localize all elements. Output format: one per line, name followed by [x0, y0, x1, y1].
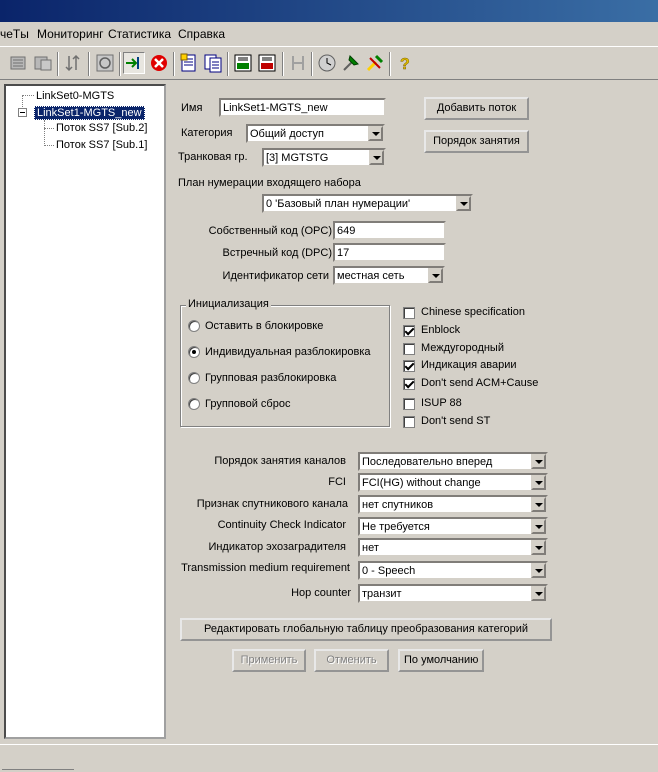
chevron-down-icon[interactable] — [456, 196, 471, 211]
continuity-select[interactable] — [358, 517, 548, 536]
fci-select[interactable] — [358, 473, 548, 492]
radio-group-reset[interactable] — [188, 398, 200, 410]
check-alarm-indication-label[interactable]: Индикация аварии — [421, 359, 517, 371]
radio-group-unblock-label[interactable]: Групповая разблокировка — [205, 372, 337, 384]
menu-item-reports[interactable]: чеTы — [0, 27, 29, 41]
category-value: Общий доступ — [250, 128, 324, 140]
radio-keep-blocked[interactable] — [188, 320, 200, 332]
param-label-hop-counter: Hop counter — [291, 587, 351, 599]
echo-value: нет — [362, 542, 379, 554]
param-label-continuity: Continuity Check Indicator — [217, 519, 346, 531]
check-enblock[interactable] — [403, 325, 415, 337]
window-titlebar — [0, 0, 658, 22]
check-long-distance-label[interactable]: Междугородный — [421, 342, 504, 354]
param-label-satellite: Признак спутникового канала — [196, 498, 348, 510]
cancel-button[interactable]: Отменить — [314, 649, 389, 672]
documents-icon[interactable] — [202, 52, 224, 74]
seize-order-button[interactable]: Порядок занятия — [424, 130, 529, 153]
chevron-down-icon[interactable] — [531, 586, 546, 601]
check-no-send-st[interactable] — [403, 416, 415, 428]
pin-icon[interactable] — [340, 52, 362, 74]
apply-button[interactable]: Применить — [232, 649, 306, 672]
check-no-acm-cause-label[interactable]: Don't send ACM+Cause — [421, 377, 539, 389]
help-icon[interactable] — [394, 52, 416, 74]
check-no-acm-cause[interactable] — [403, 378, 415, 390]
toolbar — [0, 46, 658, 80]
numplan-select[interactable] — [262, 194, 473, 213]
satellite-value: нет спутников — [362, 499, 434, 511]
document-icon[interactable] — [178, 52, 200, 74]
check-isup88[interactable] — [403, 398, 415, 410]
numplan-value: 0 'Базовый план нумерации' — [266, 198, 411, 210]
param-label-transmission: Transmission medium requirement — [181, 562, 350, 574]
opc-input[interactable]: 649 — [333, 221, 446, 240]
trunk-value: [3] MGTSTG — [266, 152, 329, 164]
chevron-down-icon[interactable] — [531, 540, 546, 555]
connect-icon[interactable] — [123, 52, 145, 74]
chevron-down-icon[interactable] — [368, 126, 383, 141]
check-isup88-label[interactable]: ISUP 88 — [421, 397, 462, 409]
menu-item-monitoring[interactable]: Мониторинг — [37, 27, 104, 41]
stop-icon[interactable] — [148, 52, 170, 74]
sort-icon[interactable] — [62, 52, 84, 74]
network-icon[interactable] — [287, 52, 309, 74]
echo-select[interactable] — [358, 538, 548, 557]
tree-collapse-icon[interactable] — [18, 108, 27, 117]
check-long-distance[interactable] — [403, 343, 415, 355]
category-label: Категория — [181, 127, 233, 139]
trunk-select[interactable] — [262, 148, 386, 167]
init-group-title: Инициализация — [188, 298, 269, 310]
check-chinese-spec-label[interactable]: Chinese specification — [421, 306, 525, 318]
param-label-fci: FCI — [328, 476, 346, 488]
copy-grid-icon[interactable] — [32, 52, 54, 74]
param-label-echo: Индикатор эхозаградителя — [208, 541, 346, 553]
chevron-down-icon[interactable] — [531, 497, 546, 512]
tree-item-stream-sub1[interactable]: Поток SS7 [Sub.1] — [56, 139, 148, 151]
channel-order-value: Последовательно вперед — [362, 456, 493, 468]
check-enblock-label[interactable]: Enblock — [421, 324, 461, 336]
edit-category-table-button[interactable]: Редактировать глобальную таблицу преобразования категорий — [180, 618, 552, 641]
chevron-down-icon[interactable] — [531, 475, 546, 490]
radio-keep-blocked-label[interactable]: Оставить в блокировке — [205, 320, 324, 332]
status-bar — [0, 744, 658, 771]
hop-counter-value: транзит — [362, 588, 402, 600]
check-alarm-indication[interactable] — [403, 360, 415, 372]
chevron-down-icon[interactable] — [531, 454, 546, 469]
dpc-input[interactable]: 17 — [333, 243, 446, 262]
transmission-value: 0 - Speech — [362, 565, 416, 577]
numplan-label: План нумерации входящего набора — [178, 177, 361, 189]
tree-item-linkset0[interactable]: LinkSet0-MGTS — [36, 90, 115, 102]
netid-value: местная сеть — [337, 270, 405, 282]
radio-group-unblock[interactable] — [188, 372, 200, 384]
fci-value: FCI(HG) without change — [362, 477, 481, 489]
menu-item-help[interactable]: Справка — [178, 27, 226, 41]
check-chinese-spec[interactable] — [403, 307, 415, 319]
svg-text:?: ? — [400, 56, 410, 73]
trunk-label: Транковая гр. — [178, 151, 248, 163]
opc-label: Собственный код (OPC) — [208, 225, 332, 237]
menu-bar — [0, 23, 658, 45]
clock-icon[interactable] — [316, 52, 338, 74]
hop-counter-select[interactable] — [358, 584, 548, 603]
tree-item-linkset1[interactable]: LinkSet1-MGTS_new — [34, 106, 145, 120]
channel-order-select[interactable] — [358, 452, 548, 471]
transmission-select[interactable] — [358, 561, 548, 580]
linkset-tree[interactable] — [4, 84, 166, 739]
tree-item-stream-sub2[interactable]: Поток SS7 [Sub.2] — [56, 122, 148, 134]
radio-individual-unblock-label[interactable]: Индивидуальная разблокировка — [205, 346, 371, 358]
chevron-down-icon[interactable] — [428, 268, 443, 283]
netid-select[interactable] — [333, 266, 445, 285]
netid-label: Идентификатор сети — [222, 270, 329, 282]
param-label-channel-order: Порядок занятия каналов — [214, 455, 346, 467]
add-stream-button[interactable]: Добавить поток — [424, 97, 529, 120]
chevron-down-icon[interactable] — [531, 563, 546, 578]
default-button[interactable]: По умолчанию — [398, 649, 484, 672]
dpc-label: Встречный код (DPC) — [222, 247, 332, 259]
chevron-down-icon[interactable] — [531, 519, 546, 534]
chevron-down-icon[interactable] — [369, 150, 384, 165]
radio-individual-unblock[interactable] — [188, 346, 200, 358]
radio-group-reset-label[interactable]: Групповой сброс — [205, 398, 291, 410]
name-label: Имя — [181, 102, 203, 114]
tools-icon[interactable] — [364, 52, 386, 74]
check-no-send-st-label[interactable]: Don't send ST — [421, 415, 491, 427]
edit-grid-icon[interactable] — [8, 52, 30, 74]
export-green-icon[interactable] — [232, 52, 254, 74]
menu-item-statistics[interactable]: Статистика — [108, 27, 172, 41]
export-red-icon[interactable] — [256, 52, 278, 74]
satellite-select[interactable] — [358, 495, 548, 514]
category-select[interactable] — [246, 124, 385, 143]
refresh-icon[interactable] — [94, 52, 116, 74]
continuity-value: Не требуется — [362, 521, 430, 533]
name-input[interactable]: LinkSet1-MGTS_new — [219, 98, 386, 117]
